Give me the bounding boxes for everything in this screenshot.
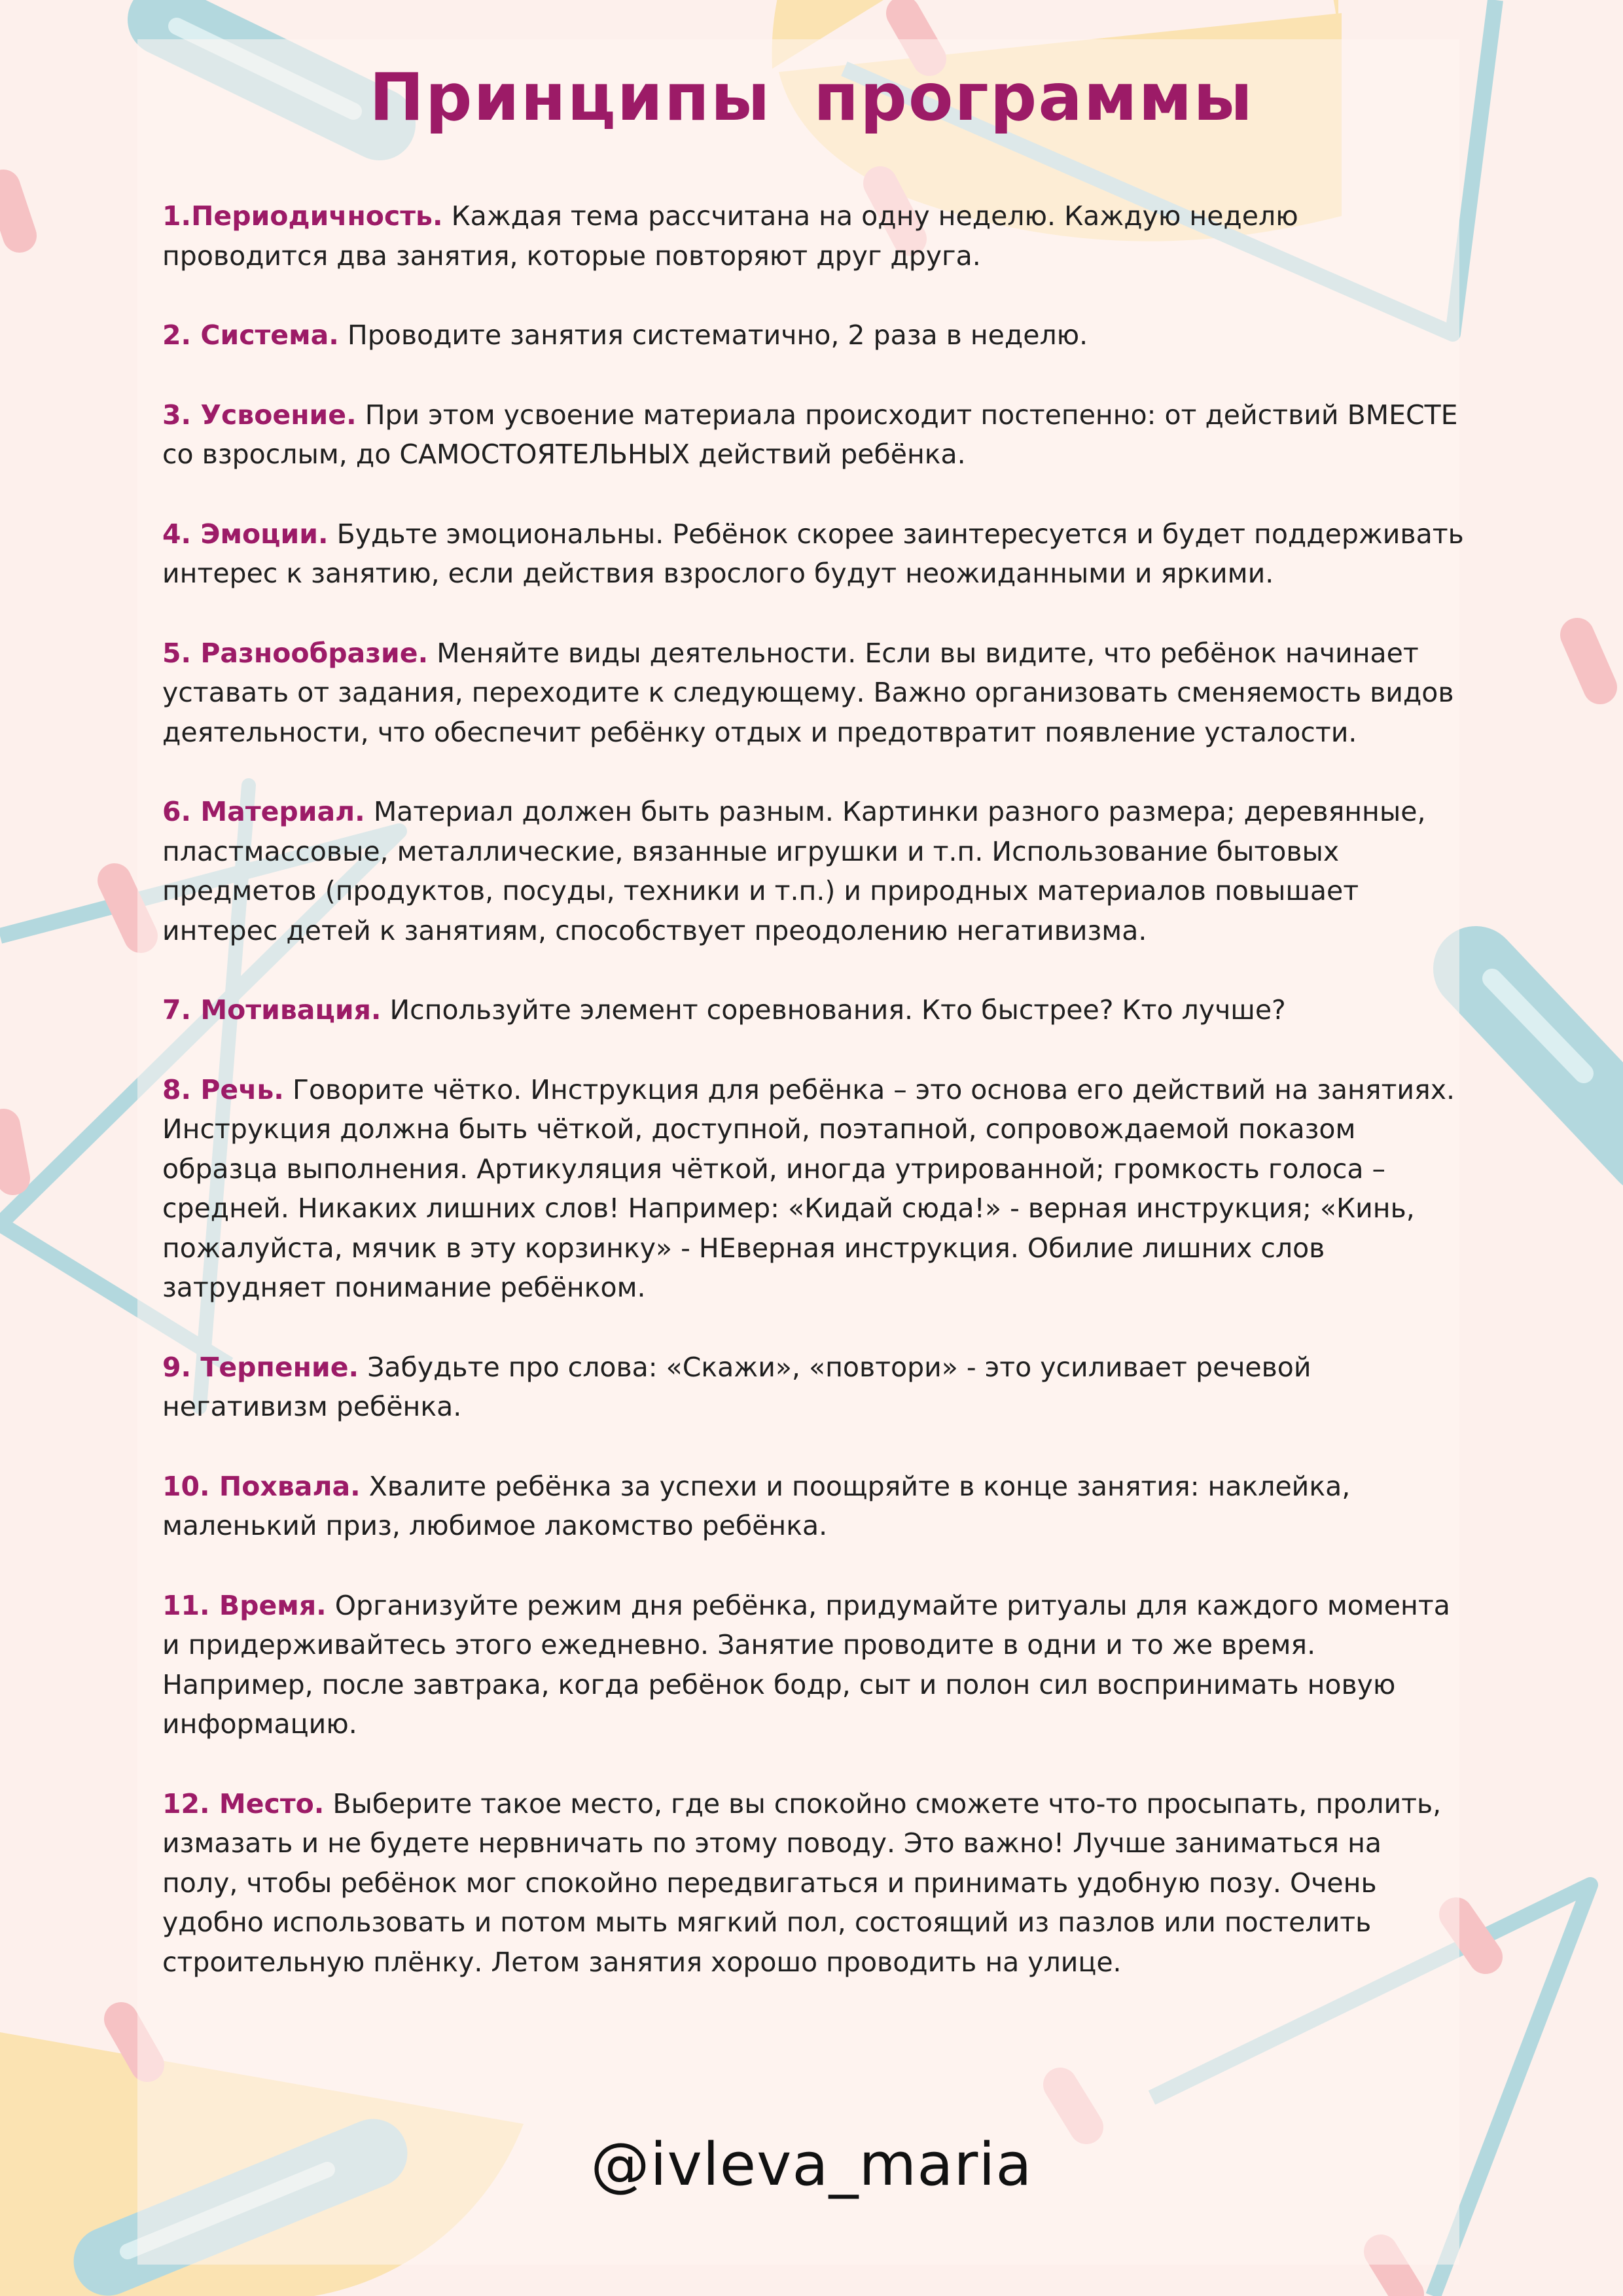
principle-item: [162, 792, 1465, 950]
principle-text: Используйте элемент соревнования. Кто быстрее? Кто лучше?: [389, 994, 1286, 1026]
author-handle: @ivleva_maria: [590, 2130, 1033, 2199]
principle-item: [162, 1784, 1465, 1982]
principle-item: [162, 395, 1465, 475]
principles-list: [162, 196, 1465, 2022]
page-title: Принципы программы: [369, 59, 1254, 135]
principle-heading: 2. Система.: [162, 319, 339, 351]
principle-item: [162, 196, 1465, 276]
principle-heading: 1.Периодичность.: [162, 200, 443, 232]
principle-heading: 10. Похвала.: [162, 1470, 361, 1502]
principle-item: [162, 1467, 1465, 1546]
principle-heading: 9. Терпение.: [162, 1351, 359, 1383]
principle-heading: 12. Место.: [162, 1787, 325, 1820]
principle-item: [162, 1070, 1465, 1308]
principle-item: [162, 1348, 1465, 1427]
principle-text: Организуйте режим дня ребёнка, придумайте ритуалы для каждого момента и придерживайтесь этого ежедневно. Занятие проводите в одни и то же время. Например, после завтрака, когда ребёнок бодр, сыт и полон сил воспринимать новую информацию.: [162, 1589, 1450, 1740]
principle-item: [162, 990, 1465, 1030]
principle-text: Забудьте про слова: «Скажи», «повтори» - это усиливает речевой негативизм ребёнка.: [162, 1351, 1311, 1422]
principle-heading: 4. Эмоции.: [162, 518, 329, 550]
principle-text: Меняйте виды деятельности. Если вы видите, что ребёнок начинает уставать от задания, переходите к следующему. Важно организовать сменяемость видов деятельности, что обеспечит ребёнку отдых и предотвратит появление усталости.: [162, 637, 1454, 748]
principle-item: [162, 514, 1465, 594]
principle-heading: 5. Разнообразие.: [162, 637, 429, 669]
principle-text: Будьте эмоциональны. Ребёнок скорее заинтересуется и будет поддерживать интерес к занятию, если действия взрослого будут неожиданными и яркими.: [162, 518, 1464, 589]
principle-text: Материал должен быть разным. Картинки разного размера; деревянные, пластмассовые, металлические, вязанные игрушки и т.п. Использование бытовых предметов (продуктов, посуды, техники и т.п.) и природных материалов повышает интерес детей к занятиям, способствует преодолению негативизма.: [162, 796, 1426, 946]
principle-heading: 11. Время.: [162, 1589, 327, 1621]
principle-item: [162, 634, 1465, 753]
principle-text: Каждая тема рассчитана на одну неделю. Каждую неделю проводится два занятия, которые повторяют друг друга.: [162, 200, 1298, 272]
principle-item: [162, 1586, 1465, 1744]
principle-text: Проводите занятия систематично, 2 раза в неделю.: [347, 319, 1088, 351]
principle-text: Хвалите ребёнка за успехи и поощряйте в конце занятия: наклейка, маленький приз, любимое лакомство ребёнка.: [162, 1470, 1351, 1541]
principle-heading: 7. Мотивация.: [162, 994, 382, 1026]
principle-text: При этом усвоение материала происходит постепенно: от действий ВМЕСТЕ со взрослым, до САМОСТОЯТЕЛЬНЫХ действий ребёнка.: [162, 399, 1458, 470]
principle-heading: 6. Материал.: [162, 796, 365, 827]
principle-heading: 8. Речь.: [162, 1073, 284, 1105]
principle-text: Выберите такое место, где вы спокойно сможете что-то просыпать, пролить, измазать и не будете нервничать по этому поводу. Это важно! Лучше заниматься на полу, чтобы ребёнок мог спокойно передвигаться и принимать удобную позу. Очень удобно использовать и потом мыть мягкий пол, состоящий из пазлов или постелить строительную плёнку. Летом занятия хорошо проводить на улице.: [162, 1787, 1442, 1978]
principle-heading: 3. Усвоение.: [162, 399, 357, 431]
principle-text: Говорите чётко. Инструкция для ребёнка – это основа его действий на занятиях. Инструкция должна быть чёткой, доступной, поэтапной, сопровождаемой показом образца выполнения. Артикуляция чёткой, иногда утрированной; громкость голоса – средней. Никаких лишних слов! Например: «Кидай сюда!» - верная инструкция; «Кинь, пожалуйста, мячик в эту корзинку» - НЕверная инструкция. Обилие лишних слов затрудняет понимание ребёнком.: [162, 1073, 1455, 1303]
principle-item: [162, 315, 1465, 355]
